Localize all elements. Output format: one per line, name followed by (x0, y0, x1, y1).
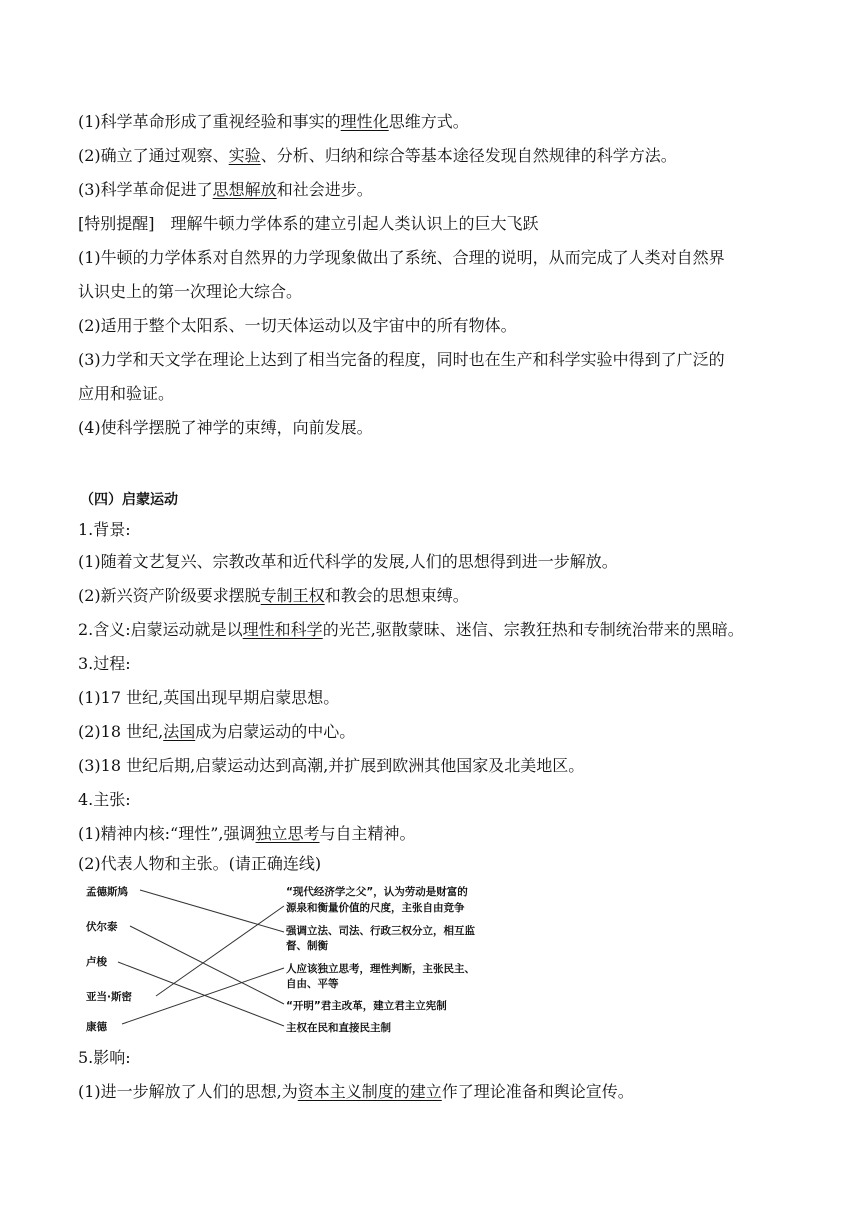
link-kant (122, 968, 284, 1024)
underlined-term: 理性和科学 (242, 620, 323, 639)
underlined-term: 独立思考 (255, 824, 320, 843)
process-3: (3)18 世纪后期,启蒙运动达到高潮,并扩展到欧洲其他国家及北美地区。 (78, 756, 585, 775)
idea-2-line-1: 强调立法、司法、行政三权分立，相互监 (286, 925, 475, 937)
impact-1: (1)进一步解放了人们的思想,为资本主义制度的建立作了理论准备和舆论宣传。 (78, 1082, 634, 1101)
idea-5: 主权在民和直接民主制 (286, 1022, 391, 1034)
tip-point-4: (4)使科学摆脱了神学的束缚，向前发展。 (78, 418, 373, 437)
background-title: 1.背景: (78, 520, 131, 539)
special-tip: [特别提醒] 理解牛顿力学体系的建立引起人类认识上的巨大飞跃 (78, 214, 539, 233)
background-1: (1)随着文艺复兴、宗教改革和近代科学的发展,人们的思想得到进一步解放。 (78, 552, 618, 571)
person-voltaire: 伏尔泰 (86, 921, 118, 933)
process-1: (1)17 世纪,英国出现早期启蒙思想。 (78, 688, 340, 707)
claim-2: (2)代表人物和主张。(请正确连线) (78, 854, 322, 873)
person-kant: 康德 (86, 1021, 107, 1033)
section-heading: （四）启蒙运动 (80, 492, 178, 508)
underlined-term: 思想解放 (212, 180, 277, 199)
underlined-term: 理性化 (340, 112, 389, 131)
tip-point-3a: (3)力学和天文学在理论上达到了相当完备的程度，同时也在生产和科学实验中得到了广泛的 (78, 350, 725, 369)
sci-point-1: (1)科学革命形成了重视经验和事实的理性化思维方式。 (78, 112, 469, 131)
person-adam-smith: 亚当·斯密 (86, 991, 132, 1003)
background-2: (2)新兴资产阶级要求摆脱专制王权和教会的思想束缚。 (78, 586, 469, 605)
idea-3-line-2: 自由、平等 (286, 978, 339, 990)
impact-title: 5.影响: (78, 1048, 131, 1067)
claims-title: 4.主张: (78, 790, 131, 809)
person-montesquieu: 孟德斯鸠 (86, 886, 128, 898)
tip-point-3b: 应用和验证。 (78, 384, 175, 403)
link-montesquieu (140, 890, 284, 932)
underlined-term: 法国 (163, 722, 196, 741)
person-rousseau: 卢梭 (86, 956, 107, 968)
underlined-term: 专制王权 (260, 586, 325, 605)
tip-point-2: (2)适用于整个太阳系、一切天体运动以及宇宙中的所有物体。 (78, 316, 517, 335)
idea-1-line-2: 源泉和衡量价值的尺度，主张自由竞争 (286, 902, 465, 914)
matching-diagram (78, 878, 548, 1040)
idea-2-line-2: 督、制衡 (286, 940, 328, 952)
tip-point-1a: (1)牛顿的力学体系对自然界的力学现象做出了系统、合理的说明，从而完成了人类对自然界 (78, 248, 725, 267)
sci-point-2: (2)确立了通过观察、实验、分析、归纳和综合等基本途径发现自然规律的科学方法。 (78, 146, 677, 165)
idea-3-line-1: 人应该独立思考，理性判断，主张民主、 (286, 963, 475, 975)
idea-4: “开明”君主改革，建立君主立宪制 (286, 1000, 447, 1012)
underlined-term: 实验 (228, 146, 261, 165)
process-title: 3.过程: (78, 654, 131, 673)
underlined-term: 资本主义制度的建立 (297, 1082, 442, 1101)
sci-point-3: (3)科学革命促进了思想解放和社会进步。 (78, 180, 373, 199)
idea-1-line-1: “现代经济学之父”，认为劳动是财富的 (286, 886, 468, 898)
link-voltaire (130, 926, 284, 1004)
link-adam-smith (156, 906, 284, 996)
claim-1: (1)精神内核:“理性”,强调独立思考与自主精神。 (78, 824, 416, 843)
tip-point-1b: 认识史上的第一次理论大综合。 (78, 282, 303, 301)
process-2: (2)18 世纪,法国成为启蒙运动的中心。 (78, 722, 356, 741)
definition: 2.含义:启蒙运动就是以理性和科学的光芒,驱散蒙昧、迷信、宗教狂热和专制统治带来的黑暗。 (78, 620, 744, 639)
